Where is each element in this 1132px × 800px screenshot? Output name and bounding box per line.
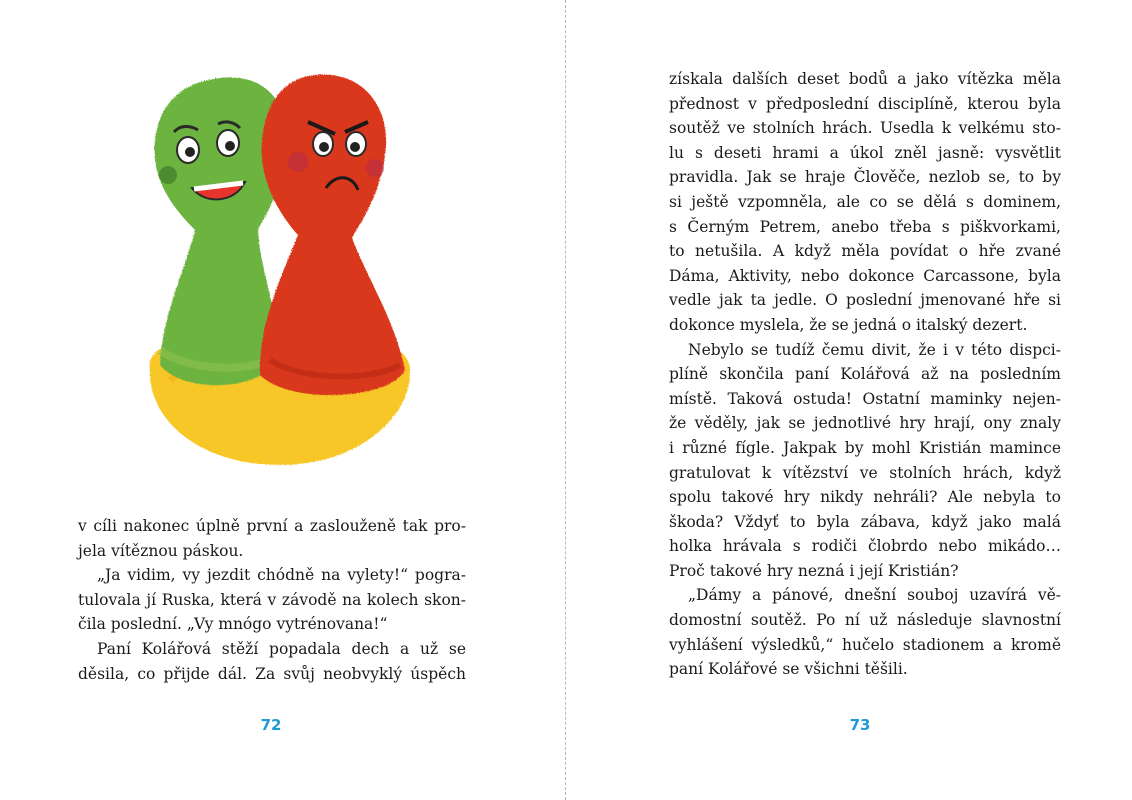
text-line: Dáma, Aktivity, nebo dokonce Carcassone, byla bbox=[669, 266, 1061, 285]
text-line: dokonce myslela, že se jedná o italský dezert. bbox=[669, 315, 1028, 334]
text-line: paní Kolářové se všichni těšili. bbox=[669, 660, 908, 679]
text-line: soutěž ve stolních hrách. Usedla k velkému sto- bbox=[669, 119, 1061, 138]
text-line: vyhlášení výsledků,“ hučelo stadionem a kromě bbox=[669, 635, 1061, 654]
text-line: Nebylo se tudíž čemu divit, že i v této dispci- bbox=[688, 340, 1061, 359]
text-line: čila poslední. „Vy mnógo vytrénovana!“ bbox=[78, 615, 388, 634]
text-line: holka hrávala s rodiči člobrdo nebo mikádo… bbox=[669, 537, 1061, 556]
text-line: v cíli nakonec úplně první a zaslouženě tak pro- bbox=[78, 517, 466, 535]
text-line: domostní soutěž. Po ní už následuje slavnostní bbox=[669, 611, 1061, 630]
page-number-right: 73 bbox=[849, 716, 871, 734]
text-line: Proč takové hry nezná i její Kristián? bbox=[669, 561, 959, 580]
text-line: jela vítěznou páskou. bbox=[78, 541, 244, 560]
text-line: si ještě vzpomněla, ale co se dělá s dominem, bbox=[669, 192, 1061, 211]
red-pawn bbox=[260, 75, 405, 396]
text-line: vedle jak ta jedle. O poslední jmenované hře si bbox=[669, 291, 1061, 310]
text-line: lu s deseti hrami a úkol zněl jasně: vysvětlit bbox=[669, 143, 1061, 162]
right-page-text bbox=[669, 67, 1061, 682]
text-line: to netušila. A když měla povídat o hře zvané bbox=[669, 242, 1061, 261]
text-line: přednost v předposlední disciplíně, kterou byla bbox=[669, 94, 1061, 113]
text-line: plíně skončila paní Kolářová až na posledním bbox=[669, 365, 1061, 384]
text-line: Paní Kolářová stěží popadala dech a už se bbox=[97, 639, 466, 658]
text-line: získala dalších deset bodů a jako vítězka měla bbox=[669, 70, 1061, 88]
text-line: i různé fígle. Jakpak by mohl Kristián mamince bbox=[669, 438, 1061, 457]
right-page bbox=[566, 0, 1132, 800]
text-line: „Ja vidim, vy jezdit chódně na vylety!“ pogra- bbox=[97, 566, 466, 585]
text-line: místě. Taková ostuda! Ostatní maminky nejen- bbox=[669, 389, 1061, 408]
text-line: s Černým Petrem, anebo třeba s piškvorkami, bbox=[669, 217, 1061, 236]
pawns-illustration bbox=[130, 70, 420, 470]
text-line: škoda? Vždyť to byla zábava, když jako malá bbox=[669, 512, 1061, 531]
text-line: pravidla. Jak se hraje Člověče, nezlob se, to by bbox=[669, 168, 1061, 187]
page-number-left: 72 bbox=[260, 716, 282, 734]
text-line: tulovala jí Ruska, která v závodě na kolech skon- bbox=[78, 590, 466, 609]
left-page-text bbox=[78, 514, 466, 686]
text-line: gratulovat k vítězství ve stolních hrách, když bbox=[669, 463, 1061, 482]
text-line: spolu takové hry nikdy nehráli? Ale nebyla to bbox=[669, 488, 1061, 507]
left-page bbox=[0, 0, 565, 800]
text-line: „Dámy a pánové, dnešní souboj uzavírá vě- bbox=[688, 586, 1061, 605]
text-line: že věděly, jak se jednotlivé hry hrají, ony znaly bbox=[669, 414, 1061, 433]
text-line: děsila, co přijde dál. Za svůj neobvyklý úspěch bbox=[78, 664, 466, 683]
